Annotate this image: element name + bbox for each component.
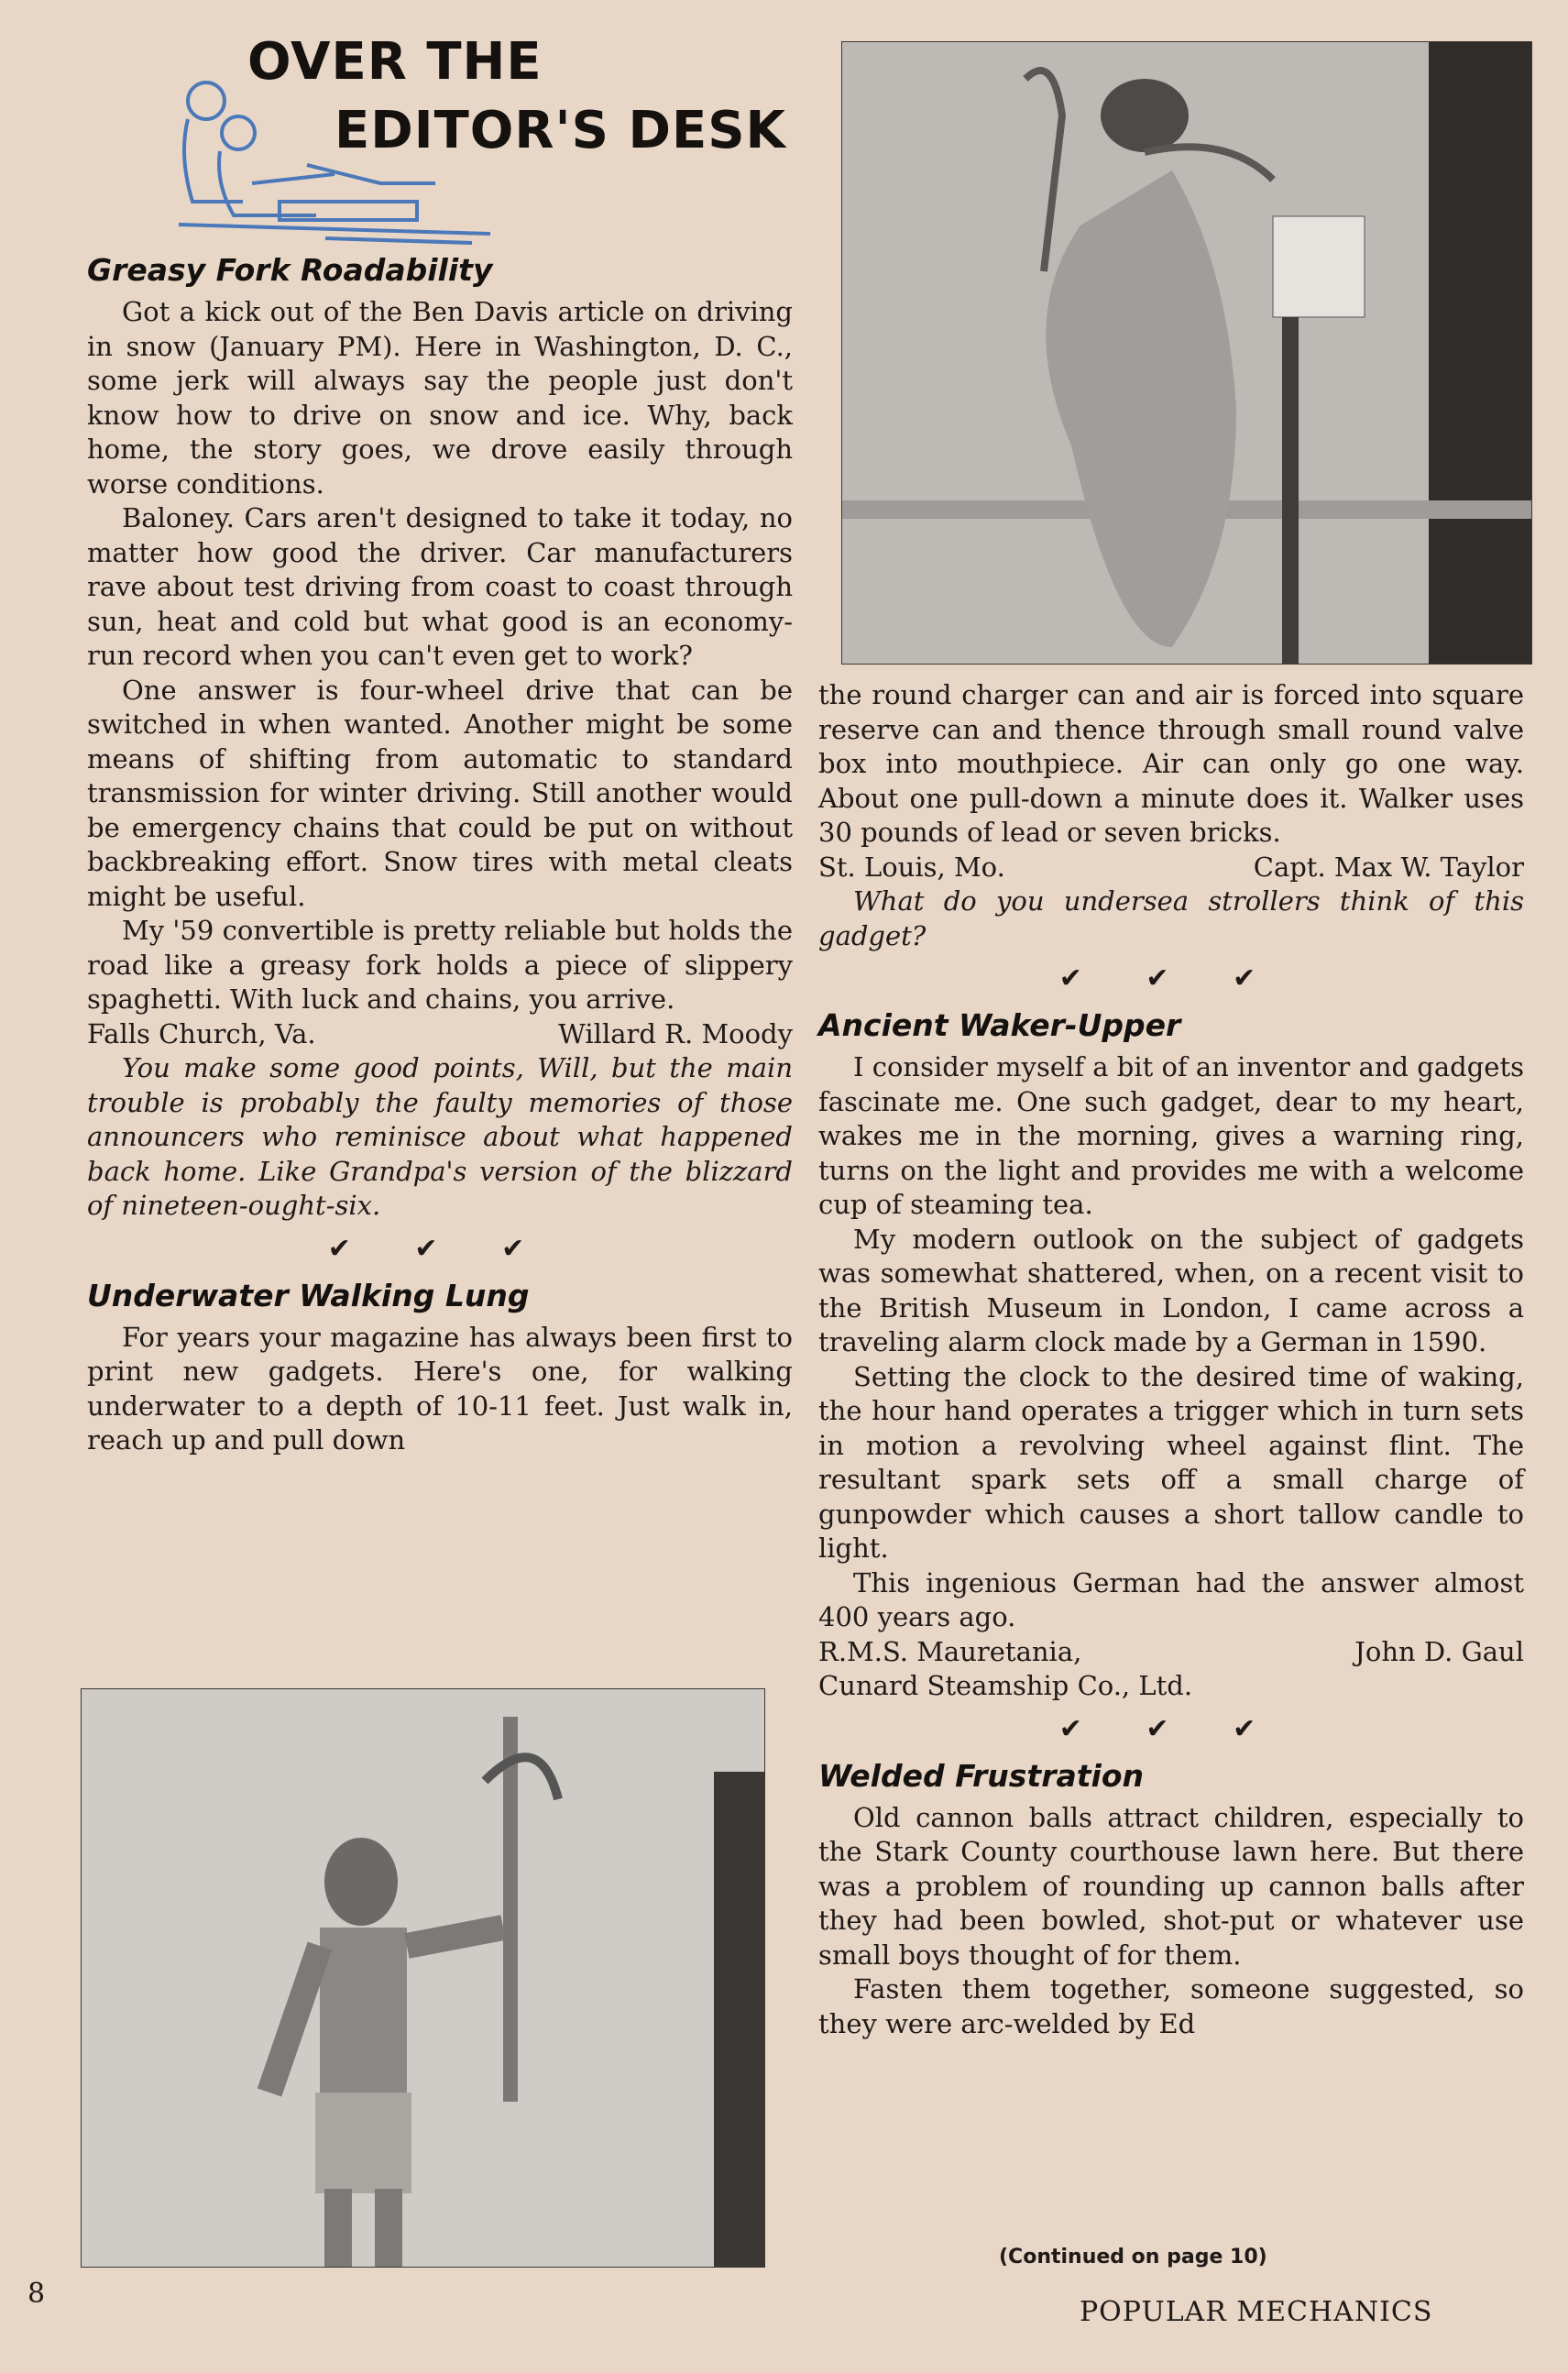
left-column bbox=[87, 18, 793, 1458]
article-paragraph: I consider myself a bit of an inventor and gadgets fascinate me. One such gadget, dear to my heart, wakes me in the morning, gives a warning ring, turns on the light and provides me with a welcome cup of steaming tea. bbox=[818, 1051, 1524, 1220]
continued-note: (Continued on page 10) bbox=[999, 2246, 1267, 2269]
title-line-1: OVER THE bbox=[247, 32, 543, 92]
article-heading: Underwater Walking Lung bbox=[87, 1277, 530, 1313]
article-heading: Welded Frustration bbox=[818, 1757, 1144, 1794]
masthead bbox=[87, 18, 793, 243]
signature bbox=[818, 1635, 1524, 1704]
signature bbox=[87, 1017, 793, 1052]
signature-place: Falls Church, Va. bbox=[87, 1017, 316, 1049]
article-paragraph: Baloney. Cars aren't designed to take it today, no matter how good the driver. Car manufacturers rave about test driving from coast to coast through sun, heat and cold but what good is an economy-run record when you can't even get to work? bbox=[87, 502, 793, 671]
signature-place: St. Louis, Mo. bbox=[818, 851, 1005, 883]
article-paragraph: Setting the clock to the desired time of waking, the hour hand operates a trigger which in turn sets in motion a revolving wheel against flint. The resultant spark sets off a small charge of gunpowder which causes a short tallow candle to light. bbox=[818, 1360, 1524, 1564]
signature-name: Willard R. Moody bbox=[558, 1017, 793, 1049]
article-paragraph: Old cannon balls attract children, especially to the Stark County courthouse lawn here. But there was a problem of rounding up cannon balls after they had been bowled, shot-put or whatever use small boys thought of for them. bbox=[818, 1801, 1524, 1971]
article-paragraph: For years your magazine has always been first to print new gadgets. Here's one, for walking underwater to a depth of 10-11 feet. Just walk in, reach up and pull down bbox=[87, 1321, 793, 1456]
title-line-2: EDITOR'S DESK bbox=[334, 101, 786, 160]
editor-reply: You make some good points, Will, but the main trouble is probably the faulty memories of those announcers who reminisce about what happened back home. Like Grandpa's version of the blizzard of nineteen-ought-six. bbox=[87, 1052, 793, 1221]
article-paragraph: Got a kick out of the Ben Davis article on driving in snow (January PM). Here in Washington, D. C., some jerk will always say the people just don't know how to drive on snow and ice. Why, back home, the story goes, we drove easily through worse conditions. bbox=[87, 296, 793, 500]
article-heading: Greasy Fork Roadability bbox=[87, 252, 493, 288]
article-paragraph: the round charger can and air is forced into square reserve can and thence through small round valve box into mouthpiece. Air can only go one way. About one pull-down a minute does it. Walker uses 30 pounds of lead or seven bricks. bbox=[818, 679, 1524, 848]
editor-reply: What do you undersea strollers think of this gadget? bbox=[818, 885, 1524, 951]
separator-checkmarks: ✔ ✔ ✔ bbox=[1058, 962, 1284, 994]
separator-checkmarks: ✔ ✔ ✔ bbox=[327, 1232, 553, 1265]
article-paragraph: Fasten them together, someone suggested, so they were arc-welded by Ed bbox=[818, 1973, 1524, 2039]
article-heading: Ancient Waker-Upper bbox=[818, 1007, 1181, 1043]
article-paragraph: My modern outlook on the subject of gadgets was somewhat shattered, when, on a recent visit to the British Museum in London, I came across a traveling alarm clock made by a German in 1590. bbox=[818, 1223, 1524, 1357]
article-paragraph: One answer is four-wheel drive that can be switched in when wanted. Another might be some means of shifting from automatic to standard transmission for winter driving. Still another would be emergency chains that could be put on without backbreaking effort. Snow tires with metal cleats might be useful. bbox=[87, 674, 793, 912]
article-paragraph: This ingenious German had the answer almost 400 years ago. bbox=[818, 1566, 1524, 1632]
magazine-footer: POPULAR MECHANICS bbox=[1080, 2296, 1433, 2328]
signature-name: John D. Gaul bbox=[1354, 1635, 1524, 1667]
right-column bbox=[818, 678, 1524, 2041]
man-holding-pump-handle-photo bbox=[81, 1688, 765, 2268]
page-title bbox=[247, 27, 786, 165]
signature-place: R.M.S. Mauretania, Cunard Steamship Co., Ltd. bbox=[818, 1635, 1193, 1701]
photo-figure-icon bbox=[842, 42, 1531, 664]
photo-figure-icon bbox=[82, 1689, 764, 2267]
signature bbox=[818, 851, 1524, 885]
man-wearing-underwater-lung-photo bbox=[841, 41, 1532, 665]
separator-checkmarks: ✔ ✔ ✔ bbox=[1058, 1712, 1284, 1745]
article-paragraph: My '59 convertible is pretty reliable but holds the road like a greasy fork holds a piece of slippery spaghetti. With luck and chains, you arrive. bbox=[87, 915, 793, 1015]
page-number: 8 bbox=[27, 2278, 46, 2310]
signature-name: Capt. Max W. Taylor bbox=[1253, 851, 1524, 883]
